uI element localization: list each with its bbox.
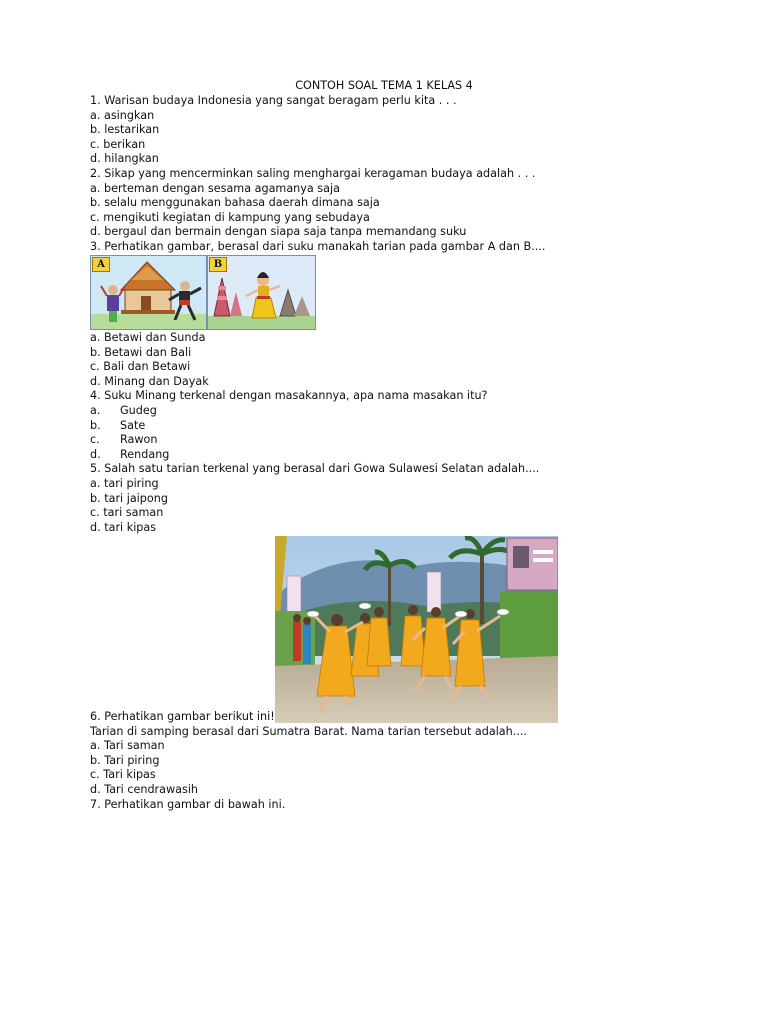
q1-option-a: a. asingkan xyxy=(90,108,155,122)
question-7: 7. Perhatikan gambar di bawah ini. xyxy=(90,797,286,811)
q4-option-c-text: Rawon xyxy=(120,433,158,447)
q6-option-b: b. Tari piring xyxy=(90,753,160,767)
figure-panel-a xyxy=(91,256,208,329)
q6-option-a: a. Tari saman xyxy=(90,739,165,753)
figure-label-b: B xyxy=(209,257,227,272)
q2-option-c: c. mengikuti kegiatan di kampung yang sebudaya xyxy=(90,210,370,224)
q5-option-b: b. tari jaipong xyxy=(90,491,168,505)
q6-option-d: d. Tari cendrawasih xyxy=(90,783,199,796)
q5-option-c: c. tari saman xyxy=(90,506,164,520)
q4-option-d-letter: d. xyxy=(90,447,101,461)
question-4: 4. Suku Minang terkenal dengan masakannya, apa nama masakan itu? xyxy=(90,389,488,403)
q4-option-a xyxy=(90,404,157,419)
figure-dance-a-b xyxy=(90,255,316,330)
q5-option-a: a. tari piring xyxy=(90,477,159,490)
document-title: CONTOH SOAL TEMA 1 KELAS 4 xyxy=(295,79,473,92)
q4-option-d xyxy=(90,448,169,463)
question-5: 5. Salah satu tarian terkenal yang berasal dari Gowa Sulawesi Selatan adalah.... xyxy=(90,462,540,476)
q1-option-b: b. lestarikan xyxy=(90,123,160,137)
q4-option-b-letter: b. xyxy=(90,418,101,432)
question-1: 1. Warisan budaya Indonesia yang sangat beragam perlu kita . . . xyxy=(90,94,457,107)
q5-option-d: d. tari kipas xyxy=(90,520,157,534)
q4-option-b-text: Sate xyxy=(120,418,146,432)
figure-label-a: A xyxy=(92,257,110,272)
q4-option-a-text: Gudeg xyxy=(120,404,157,417)
question-6: 6. Perhatikan gambar berikut ini! xyxy=(90,710,275,723)
q3-option-b: b. Betawi dan Bali xyxy=(90,345,192,359)
tari-piring-photo xyxy=(275,536,558,723)
q4-option-a-letter: a. xyxy=(90,404,101,417)
q4-option-c-letter: c. xyxy=(90,433,100,447)
q3-option-d: d. Minang dan Dayak xyxy=(90,374,209,388)
q4-option-d-text: Rendang xyxy=(120,447,170,461)
q2-option-a: a. berteman dengan sesama agamanya saja xyxy=(90,181,340,195)
q1-option-d: d. hilangkan xyxy=(90,152,159,166)
q4-option-c xyxy=(90,433,157,448)
q3-option-a: a. Betawi dan Sunda xyxy=(90,331,206,344)
q2-option-d: d. bergaul dan bermain dengan siapa saja tanpa memandang suku xyxy=(90,225,467,239)
q1-option-c: c. berikan xyxy=(90,137,146,151)
q3-option-c: c. Bali dan Betawi xyxy=(90,360,191,374)
question-6-continued: Tarian di samping berasal dari Sumatra Barat. Nama tarian tersebut adalah.... xyxy=(90,724,527,738)
q2-option-b: b. selalu menggunakan bahasa daerah dimana saja xyxy=(90,196,380,210)
q6-option-c: c. Tari kipas xyxy=(90,768,156,782)
question-2: 2. Sikap yang mencerminkan saling menghargai keragaman budaya adalah . . . xyxy=(90,167,536,180)
figure-panel-b xyxy=(208,256,315,329)
q4-option-b xyxy=(90,419,145,434)
question-3: 3. Perhatikan gambar, berasal dari suku manakah tarian pada gambar A dan B.... xyxy=(90,240,546,253)
